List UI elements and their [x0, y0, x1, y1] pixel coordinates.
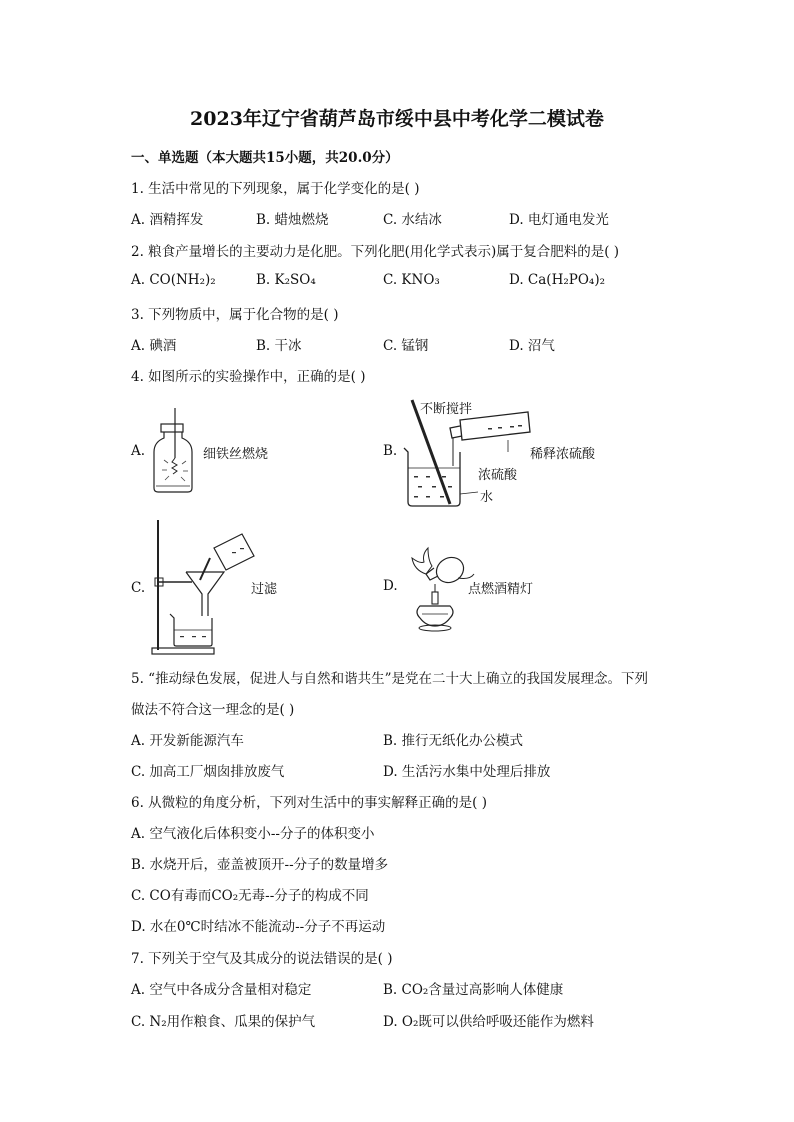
- question-1-stem: 1. 生活中常见的下列现象，属于化学变化的是( ): [131, 181, 420, 197]
- page-title: 2023年辽宁省葫芦岛市绥中县中考化学二模试卷: [190, 108, 604, 130]
- q2-option-a: A. CO(NH₂)₂: [131, 272, 216, 288]
- question-5-stem-line2: 做法不符合这一理念的是( ): [131, 702, 295, 718]
- q6-option-a: A. 空气液化后体积变小--分子的体积变小: [131, 826, 375, 842]
- q5-option-a: A. 开发新能源汽车: [131, 733, 244, 749]
- q4-option-d: D.: [383, 578, 398, 594]
- q5-option-c: C. 加高工厂烟囱排放废气: [131, 764, 285, 780]
- q6-option-b: B. 水烧开后，壶盖被顶开--分子的数量增多: [131, 857, 389, 873]
- q4-option-a: A.: [131, 443, 146, 459]
- q2-option-d: D. Ca(H₂PO₄)₂: [509, 272, 605, 288]
- q4-b-water-label: 水: [480, 490, 494, 505]
- q1-option-b: B. 蜡烛燃烧: [256, 212, 329, 228]
- q3-option-b: B. 干冰: [256, 338, 302, 354]
- figure-dilute-sulfuric-acid: [398, 398, 538, 508]
- question-3-stem: 3. 下列物质中，属于化合物的是( ): [131, 307, 339, 323]
- q7-option-b: B. CO₂含量过高影响人体健康: [383, 982, 564, 998]
- q6-option-c: C. CO有毒而CO₂无毒--分子的构成不同: [131, 888, 369, 904]
- q5-option-d: D. 生活污水集中处理后排放: [383, 764, 551, 780]
- q7-option-a: A. 空气中各成分含量相对稳定: [131, 982, 312, 998]
- question-7-stem: 7. 下列关于空气及其成分的说法错误的是( ): [131, 951, 393, 967]
- q1-option-c: C. 水结冰: [383, 212, 442, 228]
- q1-option-d: D. 电灯通电发光: [509, 212, 609, 228]
- q1-option-a: A. 酒精挥发: [131, 212, 204, 228]
- q3-option-a: A. 碘酒: [131, 338, 177, 354]
- q4-option-b: B.: [383, 443, 398, 459]
- q4-b-acid-label: 浓硫酸: [478, 468, 518, 483]
- question-2-stem: 2. 粮食产量增长的主要动力是化肥。下列化肥(用化学式表示)属于复合肥料的是( ): [131, 244, 620, 260]
- section-heading: 一、单选题（本大题共15小题，共20.0分）: [131, 150, 399, 166]
- figure-iron-wire-burning: [148, 408, 198, 496]
- q4-b-stir-label: 不断搅拌: [420, 402, 473, 417]
- figure-filtration: [148, 518, 258, 658]
- q2-option-b: B. K₂SO₄: [256, 272, 316, 288]
- q5-option-b: B. 推行无纸化办公模式: [383, 733, 524, 749]
- q2-option-c: C. KNO₃: [383, 272, 440, 288]
- q4-a-caption: 细铁丝燃烧: [203, 447, 269, 462]
- q3-option-c: C. 锰钢: [383, 338, 429, 354]
- question-4-stem: 4. 如图所示的实验操作中，正确的是( ): [131, 369, 366, 385]
- q4-option-c: C.: [131, 580, 146, 596]
- q4-b-dilute-label: 稀释浓硫酸: [530, 447, 596, 462]
- q4-c-caption: 过滤: [251, 582, 278, 597]
- q7-option-c: C. N₂用作粮食、瓜果的保护气: [131, 1014, 316, 1030]
- question-5-stem-line1: 5. “推动绿色发展，促进人与自然和谐共生”是党在二十大上确立的我国发展理念。下列: [131, 671, 648, 687]
- q4-d-caption: 点燃酒精灯: [468, 582, 534, 597]
- q7-option-d: D. O₂既可以供给呼吸还能作为燃料: [383, 1014, 594, 1030]
- q3-option-d: D. 沼气: [509, 338, 555, 354]
- q6-option-d: D. 水在0℃时结冰不能流动--分子不再运动: [131, 919, 386, 935]
- question-6-stem: 6. 从微粒的角度分析，下列对生活中的事实解释正确的是( ): [131, 795, 487, 811]
